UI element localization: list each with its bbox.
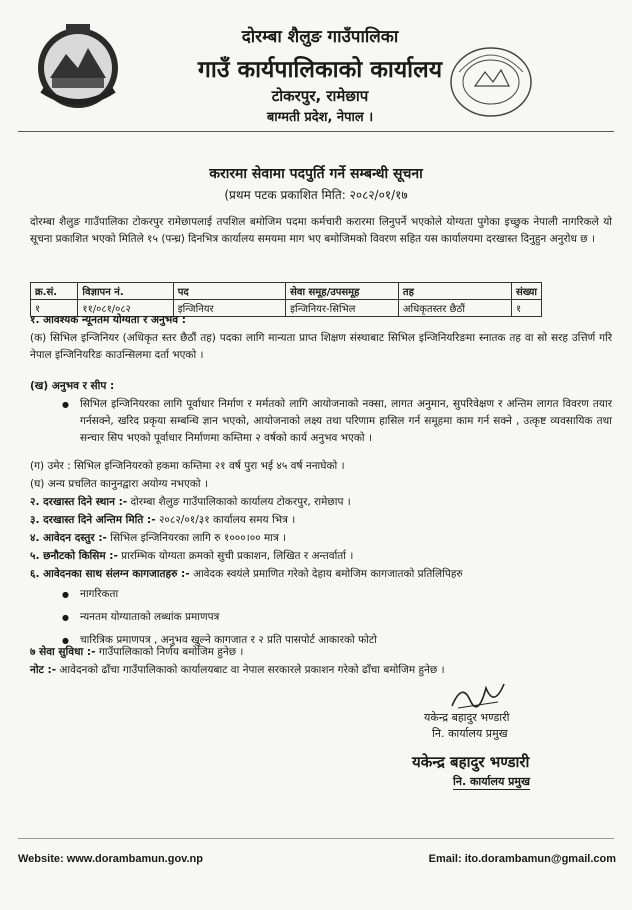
- section-4-text: सिभिल इन्जिनियरका लागि रु १०००।०० मात्र ।: [106, 532, 287, 544]
- signatory-stamp-designation: नि. कार्यालय प्रमुख: [453, 775, 530, 788]
- footer-website: Website: www.dorambamun.gov.np: [18, 853, 203, 865]
- col-header-service: सेवा समूह/उपसमूह: [286, 283, 399, 300]
- notice-published-date: (प्रथम पटक प्रकाशित मिति: २०८२/०१/१७: [224, 188, 408, 202]
- section-5: [30, 548, 610, 565]
- note-label: नोट :-: [30, 664, 57, 676]
- section-3: [30, 512, 610, 529]
- section-1-title: १. आवश्यक न्यूनतम योग्यता र अनुभव :: [30, 314, 186, 326]
- footer-divider: [18, 838, 614, 839]
- list-item: ● सिभिल इन्जिनियरका लागि पूर्वाधार निर्माण र मर्मतको लागि आयोजनाको नक्सा, लागत अनुमान, सुपरिवेक्षण र अन्तिम लागत विवरण तयार गर्नसक्ने, खरिद प्रकृया सम्बन्धि ज्ञान भएको, आयोजनाको लक्ष्य तथा परिणाम हासिल गर्न समूहमा काम गर्न सक्ने , उत्कृष्ट व्यवसायिक तथा सन्चार सिप भएको पूर्वाधार निर्माणमा कम्तिमा २ वर्षको कार्य अनुभव भएको ।: [62, 396, 612, 447]
- section-4-label: ४. आवेदन दस्तुर :-: [30, 532, 107, 544]
- section-ga: (ग) उमेर : सिभिल इन्जिनियरको हकमा कम्तिमा २१ वर्ष पुरा भई ४५ वर्ष ननाघेको ।: [30, 460, 345, 472]
- section-kha-title: (ख) अनुभव र सीप :: [30, 380, 115, 392]
- section-4: [30, 530, 610, 547]
- office-name: गाउँ कार्यपालिकाको कार्यालय: [197, 57, 443, 83]
- table-header-row: [31, 283, 542, 300]
- col-header-count: संख्या: [512, 283, 542, 300]
- cell-level: अधिकृतस्तर छैठौं: [398, 300, 511, 317]
- experience-list: [62, 396, 612, 447]
- section-1-ka: (क) सिभिल इन्जिनियर (अधिकृत स्तर छैठौं तह) पदका लागि मान्यता प्राप्त शिक्षण संस्थाबाट सिभिल इन्जिनियरिङमा स्नातक तह वा सो सरह उत्तिर्ण गरि नेपाल इन्जिनियरिङ काउन्सिलमा दर्ता भएको ।: [30, 332, 612, 361]
- section-2-text: दोरम्बा शैलुङ गाउँपालिकाको कार्यालय टोकरपुर, रामेछाप ।: [127, 496, 351, 508]
- office-address: टोकरपुर, रामेछाप: [271, 87, 369, 105]
- nepal-emblem-icon: [30, 18, 126, 114]
- documents-list: [62, 586, 602, 649]
- notice-intro: दोरम्बा शैलुङ गाउँपालिका टोकरपुर रामेछापलाई तपशिल बमोजिम पदमा कर्मचारी करारमा लिनुपर्ने भएकोले योग्यता पुगेका इच्छुक नेपाली नागरिकले यो सूचना प्रकाशित भएको मितिले १५ (पन्ध्र) दिनभित्र कार्यालय समयमा माग भए बमोजिमको विवरण सहित यस कार्यालयमा दरखास्त दिनुहुन अनुरोध छ ।: [30, 216, 612, 245]
- note: [30, 662, 612, 679]
- section-gha: (घ) अन्य प्रचलित कानुनद्वारा अयोग्य नभएको ।: [30, 478, 208, 490]
- header-divider: [18, 131, 614, 132]
- section-2-label: २. दरखास्त दिने स्थान :-: [30, 496, 128, 508]
- province-name: बाग्मती प्रदेश, नेपाल ।: [266, 110, 374, 125]
- list-item: ● न्यनतम योग्याताको लब्धांक प्रमाणपत्र: [62, 609, 602, 626]
- section-3-label: ३. दरखास्त दिने अन्तिम मिति :-: [30, 514, 156, 526]
- section-6-text: आवेदक स्वयंले प्रमाणित गरेको देहाय बमोजिम कागजातको प्रतिलिपिहरु: [189, 568, 463, 580]
- section-5-label: ५. छनौटको किसिम :-: [30, 550, 118, 562]
- municipality-name: दोरम्बा शैलुङ गाउँपालिका: [241, 27, 399, 47]
- section-5-text: प्रारम्भिक योग्यता क्रमको सुची प्रकाशन, लिखित र अन्तर्वार्ता ।: [117, 550, 354, 562]
- section-6-label: ६. आवेदनका साथ संलग्न कागजातहरु :-: [30, 568, 190, 580]
- section-3-text: २०८२/०१/३१ कार्यालय समय भित्र ।: [155, 514, 296, 526]
- section-7-label: ७ सेवा सुविधा :-: [30, 646, 96, 658]
- signatory-stamp-name: यकेन्द्र बहादुर भण्डारी: [412, 753, 530, 771]
- list-item: ● नागरिकता: [62, 586, 602, 603]
- office-seal-icon: [445, 42, 537, 122]
- signatory-name: यकेन्द्र बहादुर भण्डारी: [424, 711, 510, 724]
- section-7: [30, 644, 610, 661]
- signatory-designation: नि. कार्यालय प्रमुख: [432, 727, 508, 740]
- footer-email: Email: ito.dorambamun@gmail.com: [428, 853, 616, 865]
- section-7-text: गाउँपालिकाको निर्णय बमोजिम हुनेछ ।: [95, 646, 244, 658]
- notice-title: करारमा सेवामा पदपुर्ति गर्ने सम्बन्धी सूचना: [209, 166, 423, 182]
- col-header-ad-no: विज्ञापन नं.: [78, 283, 173, 300]
- cell-sn: १: [31, 300, 78, 317]
- note-text: आवेदनको ढाँचा गाउँपालिकाको कार्यालयबाट वा नेपाल सरकारले प्रकाशन गरेको ढाँचा बमोजिम हुनेछ ।: [56, 664, 445, 676]
- section-6: [30, 566, 612, 583]
- cell-service: इन्जिनियर-सिभिल: [286, 300, 399, 317]
- signature-scribble-icon: [448, 678, 508, 712]
- list-item: ● चारित्रिक प्रमाणपत्र , अनुभव खुल्ने कागजात र २ प्रति पासपोर्ट आकारको फोटो: [62, 632, 602, 649]
- col-header-level: तह: [398, 283, 511, 300]
- col-header-sn: क्र.सं.: [31, 283, 78, 300]
- section-2: [30, 494, 610, 511]
- col-header-post: पद: [173, 283, 285, 300]
- cell-post: इन्जिनियर: [173, 300, 285, 317]
- cell-count: १: [512, 300, 542, 317]
- cell-ad-no: ११/०८१/०८२: [78, 300, 173, 317]
